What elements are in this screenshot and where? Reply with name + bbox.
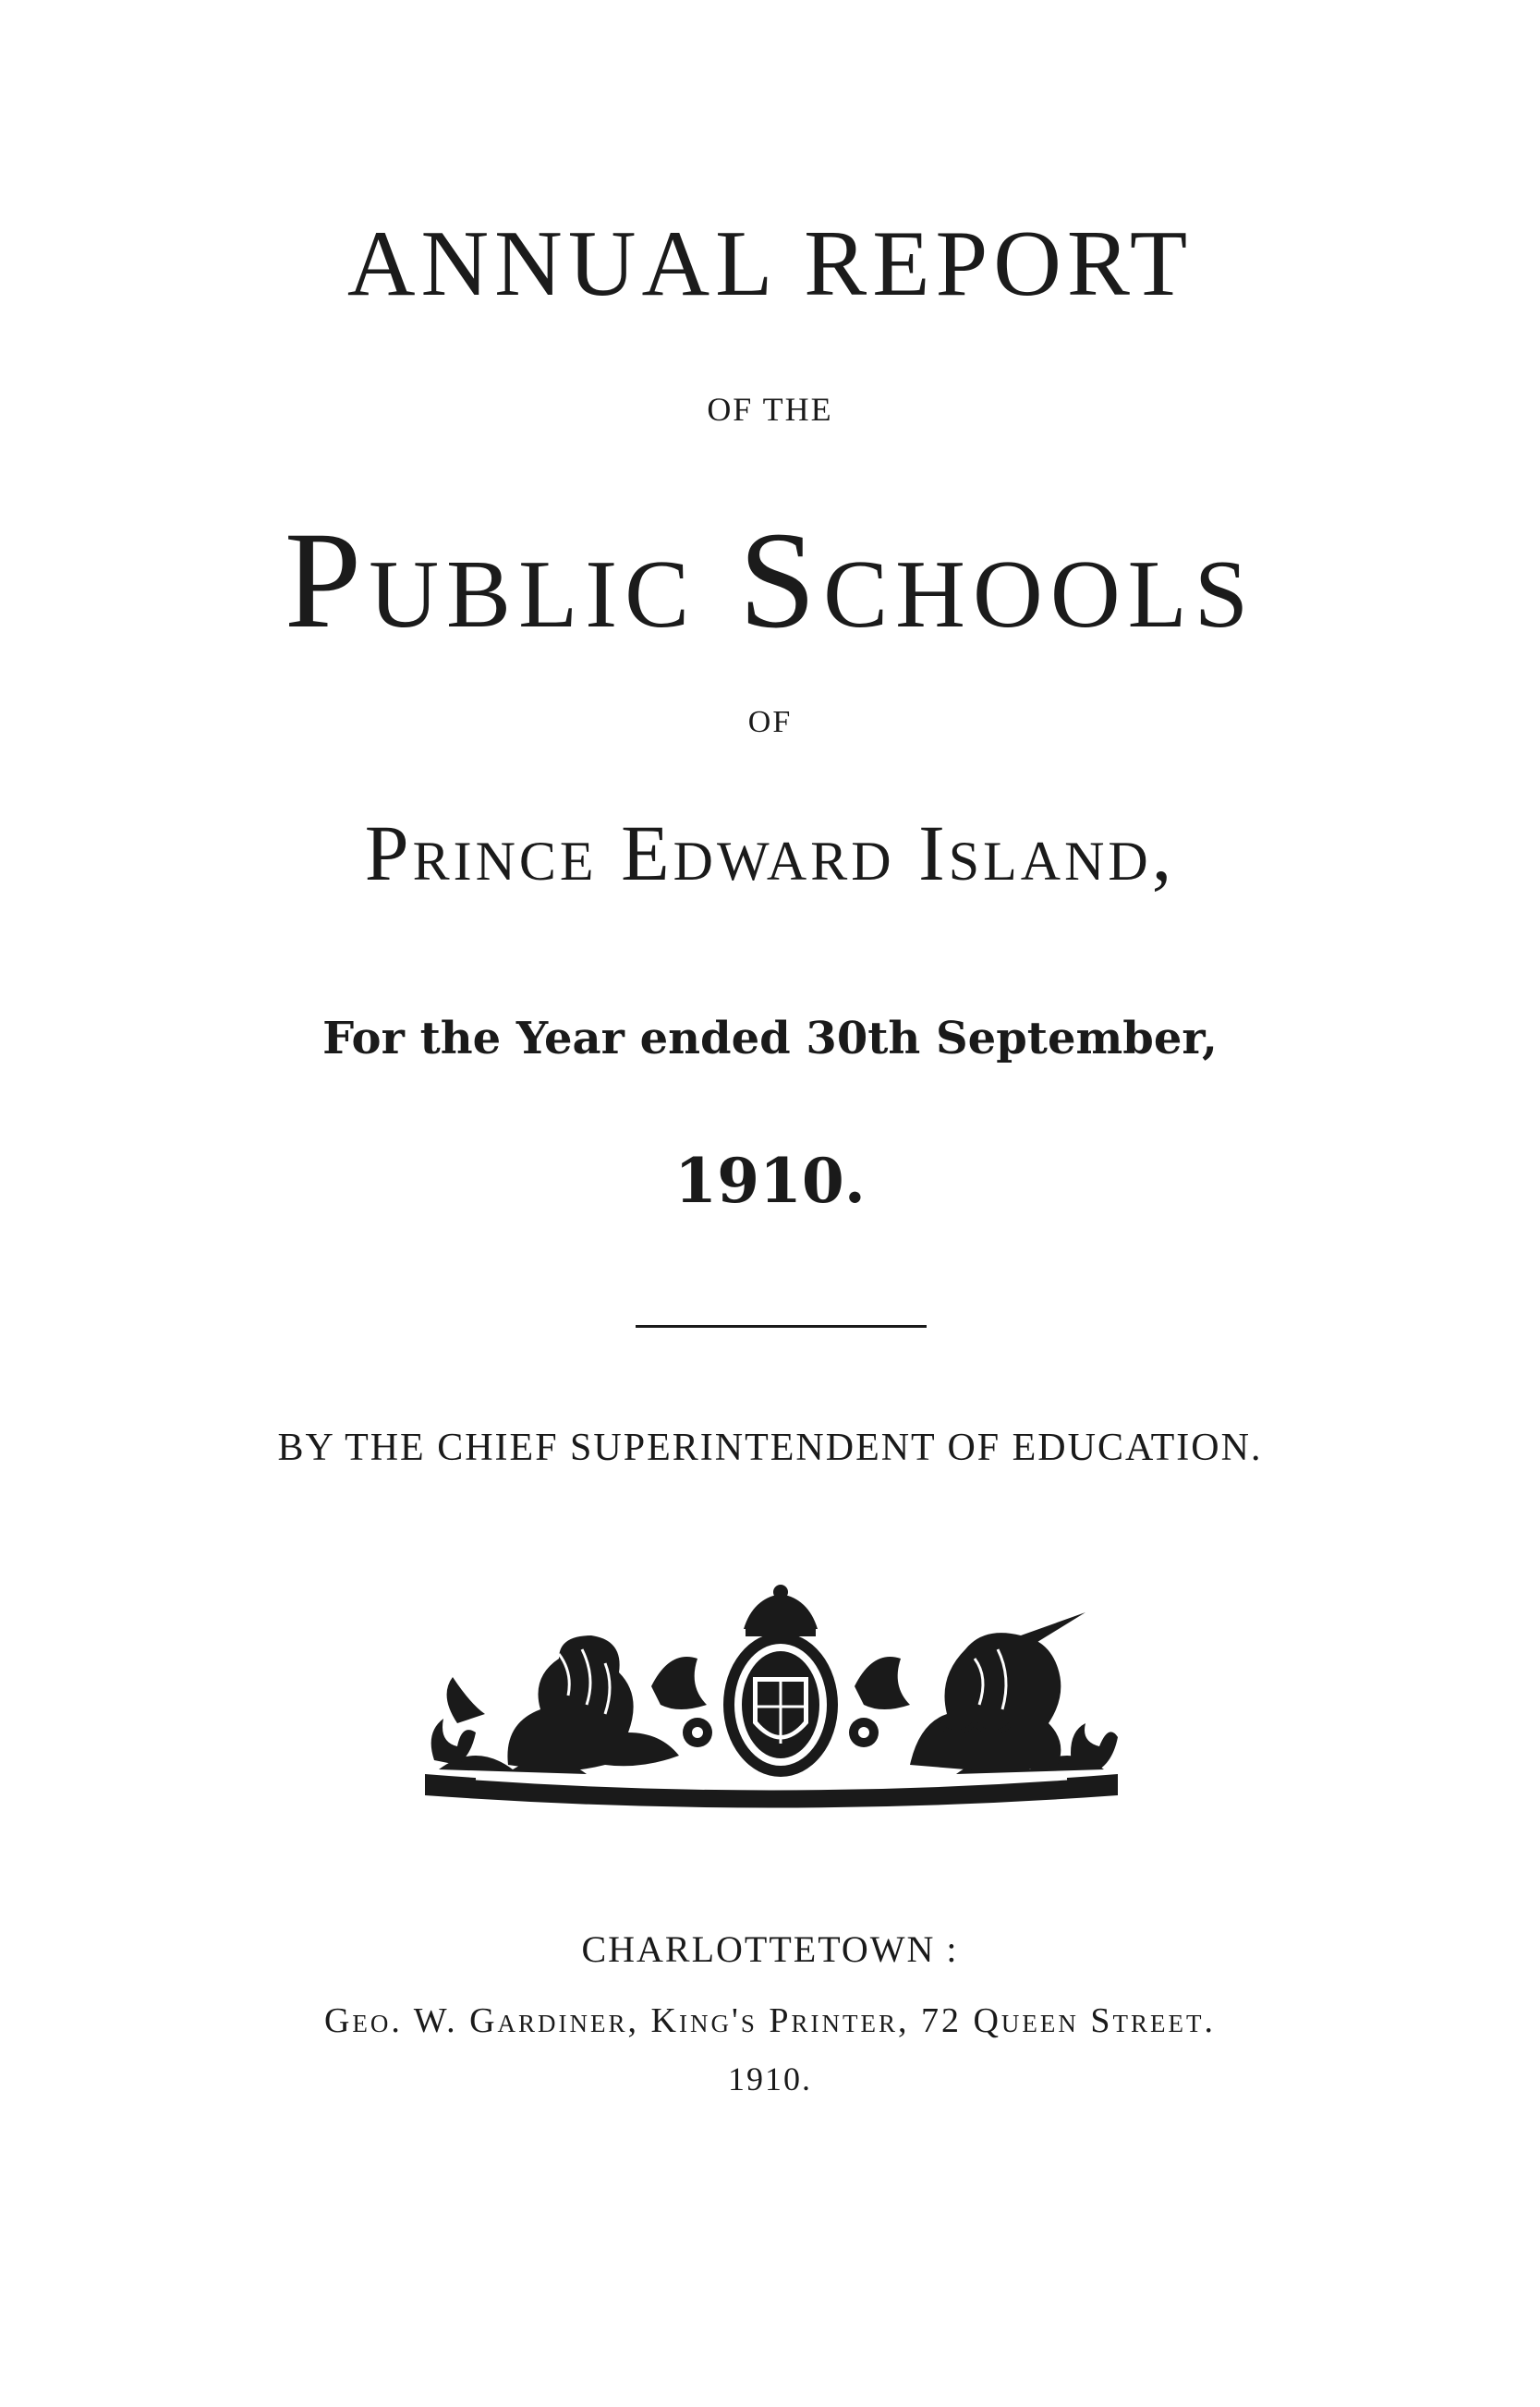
of-the-connector: OF THE bbox=[707, 391, 833, 428]
imprint-place: CHARLOTTETOWN : bbox=[581, 1928, 959, 1970]
horizontal-rule bbox=[636, 1325, 927, 1328]
author-line: BY THE CHIEF SUPERINTENDENT OF EDUCATION. bbox=[277, 1427, 1263, 1469]
of-connector: OF bbox=[747, 705, 793, 739]
report-heading: ANNUAL REPORT bbox=[346, 212, 1194, 316]
period-line: For the Year ended 30th September, bbox=[322, 1013, 1218, 1064]
royal-coat-of-arms-icon bbox=[420, 1585, 1122, 1816]
imprint-year: 1910. bbox=[728, 2061, 812, 2097]
report-year: 1910. bbox=[674, 1145, 866, 1217]
imprint-printer: Geo. W. Gardiner, King's Printer, 72 Queen Street. bbox=[323, 2001, 1217, 2040]
main-title: Public Schools bbox=[284, 504, 1256, 657]
province-title: Prince Edward Island, bbox=[364, 808, 1176, 897]
